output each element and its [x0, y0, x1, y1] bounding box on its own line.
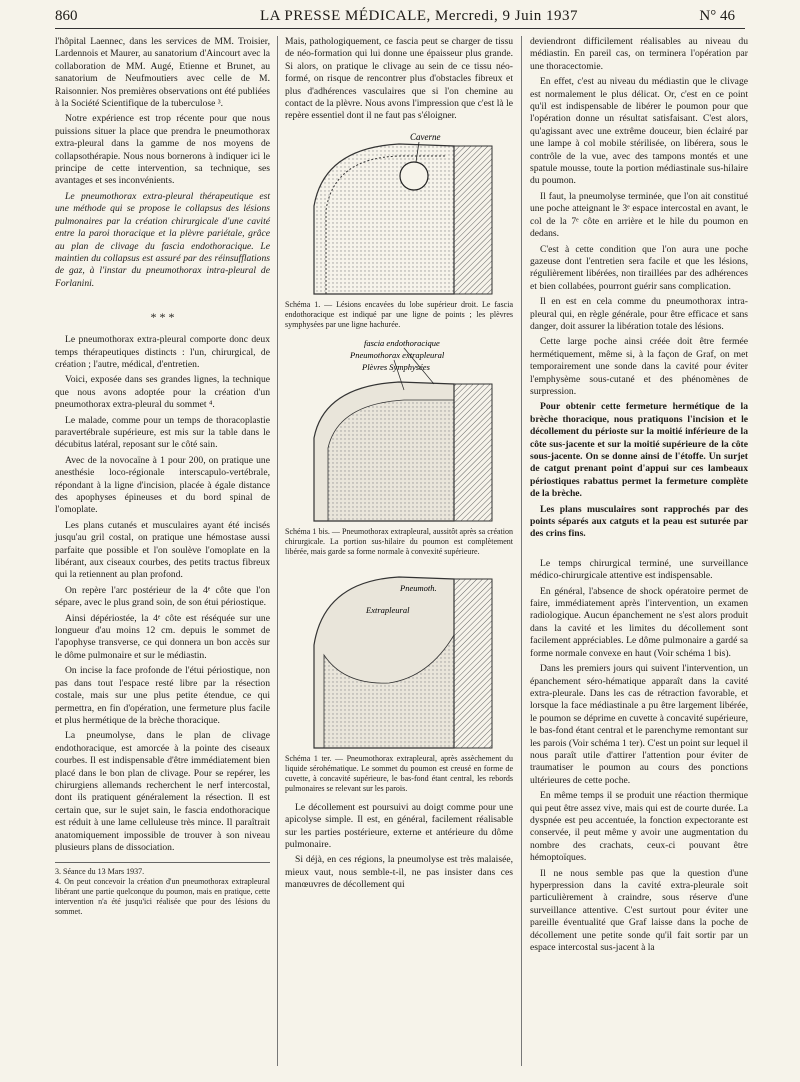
- column-2: [285, 36, 513, 895]
- paragraph: En effet, c'est au niveau du médiastin que le clivage est normalement le plus délicat. Or, c'est en ce point qu'il est indispensable de libérer le poumon pour que l'opération donne un résultat satisfaisant. C'est alors, qu'agissant avec une extrême douceur, bien éclairé par une lampe à col mobile stérilisée, on libérera, sous le contrôle de la vue, avec des tampons montés et une spatule mousse, toute la portion médiastinale sus-hilaire du poumon.: [530, 76, 748, 187]
- paragraph: Le pneumothorax extra-pleural thérapeutique est une méthode qui se propose le collapsus des lésions pulmonaires par la création chirurgicale d'une cavité entre la paroi thoracique et la plèvre pariétale, grâce au plan de clivage du fascia endothoracique. Le maintien du collapsus est assuré par des réinsufflations de gaz, à l'instar du pneumothorax intra-pleural de Forlanini.: [55, 190, 270, 289]
- section-separator: * * *: [150, 310, 175, 325]
- footnote-3: 3. Séance du 13 Mars 1937.: [55, 867, 145, 877]
- label-pneumothorax: Pneumothorax extrapleural: [350, 349, 445, 360]
- footnote-4: 4. On peut concevoir la création d'un pneumothorax extrapleural libérant une partie quelconque du poumon, mais en pratique, cette intervention n'a été jusqu'ici réalisée que pour des lésions du sommet.: [55, 877, 270, 917]
- schema-1-figure: [304, 126, 494, 296]
- paragraph: Le temps chirurgical terminé, une surveillance médico-chirurgicale attentive est indispensable.: [530, 557, 748, 582]
- paragraph: Il en est en cela comme du pneumothorax intra-pleural qui, en règle générale, pour être efficace et sans danger, doit assurer la libération totale des lésions.: [530, 296, 748, 332]
- label-fascia: fascia endothoracique: [364, 337, 440, 348]
- paragraph: Ainsi dépériostée, la 4ᵉ côte est réséquée sur une longueur d'au moins 12 cm. depuis le sommet de l'apophyse transverse, ce qui donnera un bon accès sur le dôme pulmonaire et sur le médiastin.: [55, 612, 270, 661]
- paragraph: Le malade, comme pour un temps de thoracoplastie paravertébrale supérieure, est mis sur la table dans le décubitus latéral, reposant sur le côté sain.: [55, 414, 270, 451]
- mediastinum: [454, 579, 492, 748]
- paragraph: Pour obtenir cette fermeture hermétique de la brèche thoracique, nous pratiquons l'incision et le décollement du périoste sur la moitié inférieure de la côte sus-jacente et sur la moitié supérieure de la côte sous-jacente. On se donne ainsi de l'étoffe. Un surjet de catgut prenant point d'appui sur ces lambeaux périostiques rabattus permet la fermeture complète de la brèche.: [530, 401, 748, 500]
- paragraph: Les plans cutanés et musculaires ayant été incisés jusqu'au gril costal, on pratique une hémostase aussi parfaite que possible et l'on soulève l'omoplate en la libérant, aux ciseaux courbes, des petits tractus fibreux qui la retiennent au plan profond.: [55, 519, 270, 581]
- issue-number: N° 46: [699, 8, 735, 24]
- paragraph: On repère l'arc postérieur de la 4ᵉ côte que l'on sépare, avec le plus grand soin, de son étui périostique.: [55, 584, 270, 609]
- paragraph: Si déjà, en ces régions, la pneumolyse est très malaisée, mieux vaut, nous semble-t-il, ne pas insister dans ces manœuvres de décollement qui: [285, 854, 513, 891]
- journal-title: LA PRESSE MÉDICALE, Mercredi, 9 Juin 1937: [260, 8, 578, 24]
- paragraph: Cette large poche ainsi créée doit être fermée hermétiquement, même si, à la façon de Graf, on met temporairement une sonde dans la cavité pour éviter l'emphysème sous-cutané et des phénomènes de surpression.: [530, 336, 748, 397]
- paragraph: Il faut, la pneumolyse terminée, que l'on ait constitué une poche atteignant le 3ᵉ espace intercostal en avant, le col de la 7ᵉ côte en arrière et le hile du poumon en dedans.: [530, 190, 748, 240]
- paragraph: C'est à cette condition que l'on aura une poche gazeuse dont l'entretien sera facile et que les lésions, régulièrement libérées, non tiraillées par des adhérences et bien collabées, pourront guérir sans complication.: [530, 243, 748, 292]
- mediastinum: [454, 384, 492, 521]
- paragraph: Mais, pathologiquement, ce fascia peut se charger de tissu de néo-formation qui lui donne une épaisseur plus grande. Si alors, on pratique le clivage au sein de ce tissu néo-formé, on risque de rencontrer plus d'obstacles fibreux et plus d'adhérences vasculaires que si l'on chemine au contact de la plèvre. Nous avons l'impression que c'est là le repère essentiel dont il ne faut pas s'éloigner.: [285, 36, 513, 122]
- schema-1-bis-caption: Schéma 1 bis. — Pneumothorax extrapleural, aussitôt après sa création chirurgicale. La portion sus-hilaire du poumon est complètement libérée, mais garde sa forme normale à convexité supérieure.: [285, 526, 513, 556]
- paragraph: Le décollement est poursuivi au doigt comme pour une apicolyse simple. Il est, en général, facilement réalisable sur les parties postérieure, externe et antérieure du dôme pulmonaire.: [285, 801, 513, 851]
- spacer: [530, 544, 748, 558]
- paragraph: En général, l'absence de shock opératoire permet de faire, immédiatement après l'intervention, un examen radiologique. Aucun épanchement ne s'est alors produit dans la cavité et les limites du décollement sont facilement appréciables. Le dôme pulmonaire a gardé sa forme normale convexe en haut (Voir schéma 1 bis).: [530, 585, 748, 659]
- lung-outline: [314, 144, 454, 294]
- paragraph: Les plans musculaires sont rapprochés par des points séparés aux catguts et la peau est suturée par des crins fins.: [530, 503, 748, 540]
- paragraph: Voici, exposée dans ses grandes lignes, la technique que nous avons adoptée pour la création d'un pneumothorax extra-pleural du sommet ⁴.: [55, 374, 270, 411]
- paragraph: Dans les premiers jours qui suivent l'intervention, un épanchement séro-hématique apparaît dans la cavité extra-pleurale. Dans les cas de rétraction favorable, et lorsque la face médiastinale a pu être largement libérée, le poumon se déprime en cuvette à concavité supérieure, le bas-fond étant central et le parenchyme remontant sur les parois (Voir schéma 1 ter). C'est un point sur lequel il nous paraît utile d'attirer l'attention pour éviter de traumatiser le poumon au cours des ponctions ultérieures de cette poche.: [530, 663, 748, 786]
- page-number: 860: [55, 8, 78, 24]
- paragraph: l'hôpital Laennec, dans les services de MM. Troisier, Lardennois et Maurer, au sanatorium d'Aincourt avec la collaboration de MM. Augé, Etienne et Brunet, au sanatorium de Neufmoutiers avec celle de M. Raisonnier. Nos premières observations ont été publiées à la Société Scientifique de la tuberculose ³.: [55, 36, 271, 110]
- paragraph: En même temps il se produit une réaction thermique qui peut être assez vive, mais qui est de courte durée. La dyspnée est peu accentuée, la fonction expectorante est conservée, il peut même y avoir une augmentation du nombre des crachats, ceux-ci pouvant être hémoptoïques.: [530, 790, 748, 864]
- column-divider: [521, 36, 522, 1066]
- paragraph: Il ne nous semble pas que la question d'une hyperpression dans la cavité extra-pleurale soit particulièrement à craindre, sous réserve d'une surveillance attentive. C'est surtout pour éviter une pareille éventualité que Graf laisse dans la poche de décollement une petite sonde qu'il fait sortir par un espace intercostal sus-jacent à la: [530, 867, 748, 954]
- paragraph: Notre expérience est trop récente pour que nous puissions situer la place que prendra le pneumothorax extra-pleural dans la gamme de nos moyens de collapsothérapie. Nous nous bornerons à indiquer ici le principe de cette intervention, sa technique, ses avantages et ses inconvénients.: [55, 113, 270, 187]
- label-plevres: Plèvres Symphysées: [362, 361, 430, 372]
- paragraph: On incise la face profonde de l'étui périostique, non pas dans tout l'espace resté libre par la résection costale, mais sur une plus petite étendue, ce qui permettra, en fin d'opération, une fermeture plus facile et plus hermétique de la brèche thoracique.: [55, 665, 270, 726]
- page-header: [55, 6, 735, 28]
- schema-1-ter-caption: Schéma 1 ter. — Pneumothorax extrapleural, après assèchement du liquide sérohématique. Le sommet du poumon est creusé en forme de cuvette, à concavité supérieure, le bas-fond étant central, les rebords pulmonaires se relevant sur les parois.: [285, 753, 513, 793]
- column-1: [55, 36, 270, 917]
- schema-1-bis-figure: [304, 338, 494, 523]
- column-3: [530, 36, 748, 957]
- schema-1-caption: Schéma 1. — Lésions encavées du lobe supérieur droit. Le fascia endothoracique est indiqué par une ligne de points ; les plèvres symphysées par une ligne hachurée.: [285, 299, 513, 329]
- label-caverne: Caverne: [410, 131, 441, 142]
- paragraph: La pneumolyse, dans le plan de clivage endothoracique, est amorcée à la pointe des ciseaux courbes. Il est indispensable d'être immédiatement bien placé dans le bon plan de clivage. Pour se repérer, les chirurgiens allemands recherchent le nerf intercostal, dont ils pratiquent généralement la résection. Il est certain que, sur le sujet sain, le fascia endothoracique est réduit à une lame celluleuse très mince. Il paraîtrait anatomiquement impossible de trouver à son niveau plusieurs plans de dissociation.: [55, 730, 270, 853]
- label-extrapleural: Extrapleural: [366, 604, 410, 615]
- paragraph: Avec de la novocaïne à 1 pour 200, on pratique une anesthésie loco-régionale interscapulo-vertébrale, répondant à la ligne d'incision, placée à égale distance des apophyses épineuses et du bord spinal de l'omoplate.: [55, 454, 270, 516]
- footnotes: [55, 862, 270, 917]
- mediastinum: [454, 146, 492, 294]
- paragraph: Le pneumothorax extra-pleural comporte donc deux temps thérapeutiques distincts : l'un, chirurgical, de création ; l'autre, médical, d'entretien.: [55, 334, 270, 370]
- lung-shape: [328, 400, 454, 521]
- paragraph: deviendront difficilement réalisables au niveau du médiastin. En pareil cas, on terminera l'opération par une thoracectomie.: [530, 36, 748, 72]
- header-rule: [55, 28, 745, 29]
- label-pneumoth: Pneumoth.: [400, 582, 437, 593]
- cavern-shape: [400, 162, 428, 190]
- schema-1-ter-figure: [304, 565, 494, 750]
- column-divider: [277, 36, 278, 1066]
